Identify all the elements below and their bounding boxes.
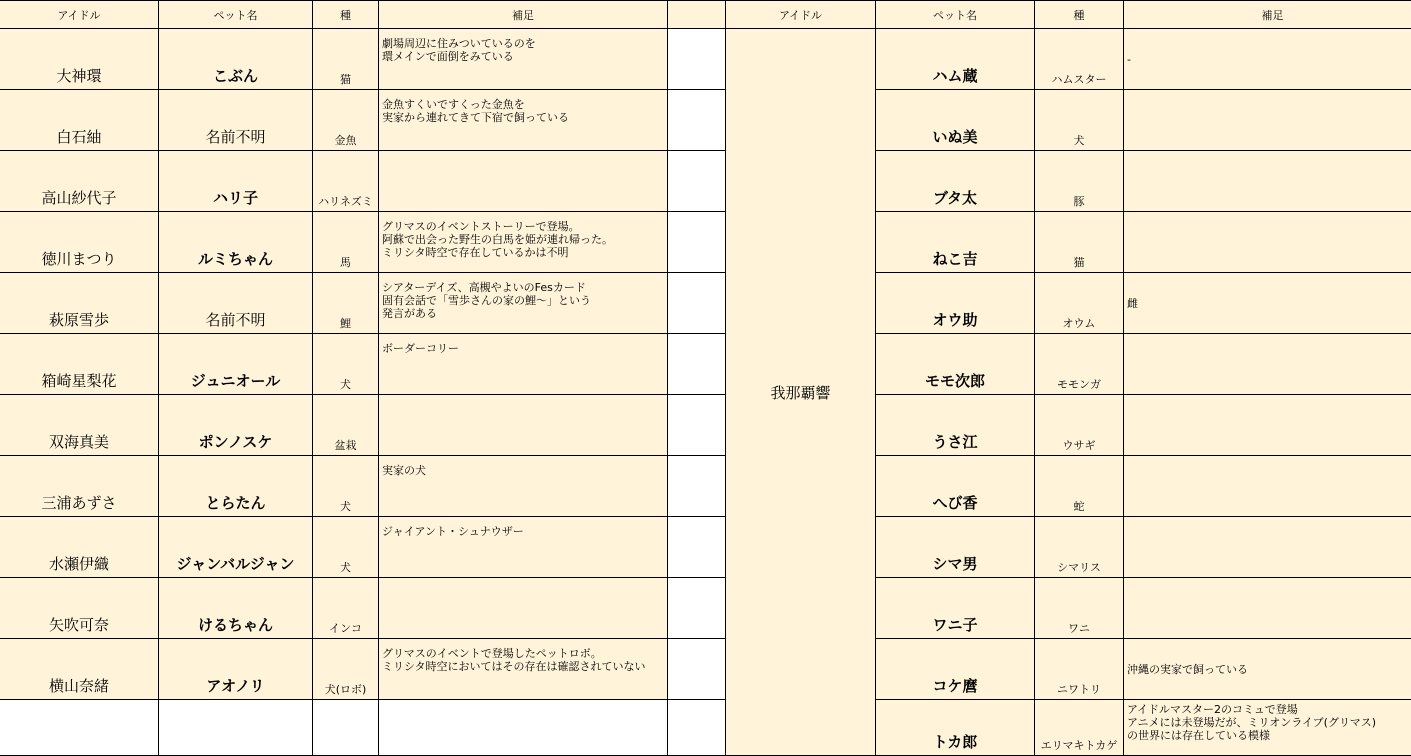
idol-cell: 白石紬	[0, 90, 159, 151]
pet-name-cell: 名前不明	[159, 273, 313, 334]
gap-cell	[668, 151, 726, 212]
gap-cell	[668, 456, 726, 517]
note-line: ミリシタ時空で存在しているかは不明	[382, 246, 667, 259]
note-line: 環メインで面倒をみている	[382, 50, 667, 63]
species-cell-right: ワニ	[1035, 578, 1124, 639]
empty-cell	[379, 700, 668, 756]
species-cell-right: ウサギ	[1035, 395, 1124, 456]
note-line: ジャイアント・シュナウザー	[382, 525, 667, 538]
species-cell-right: オウム	[1035, 273, 1124, 334]
notes-cell-right	[1124, 517, 1411, 578]
pet-name-cell-right: ねこ吉	[876, 212, 1035, 273]
pet-name-cell-right: へび香	[876, 456, 1035, 517]
species-cell-right: 犬	[1035, 90, 1124, 151]
header-row	[0, 1, 1411, 29]
idol-cell: 高山紗代子	[0, 151, 159, 212]
header-notes: 補足	[379, 1, 668, 29]
table-row	[0, 700, 1411, 756]
note-line: シアターデイズ、高槻やよいのFesカード	[382, 281, 667, 294]
table-row	[0, 29, 1411, 90]
pet-name-cell: ジュニオール	[159, 334, 313, 395]
species-cell: 犬(ロボ)	[313, 639, 379, 700]
pet-name-cell-right: トカ郎	[876, 700, 1035, 756]
pet-name-cell: ルミちゃん	[159, 212, 313, 273]
pet-name-cell: 名前不明	[159, 90, 313, 151]
notes-cell	[379, 517, 668, 578]
header-pet-name-right: ペット名	[876, 1, 1035, 29]
pet-name-cell-right: モモ次郎	[876, 334, 1035, 395]
gap-cell	[668, 334, 726, 395]
note-line: グリマスのイベントで登場したペットロボ。	[382, 647, 667, 660]
gap-cell	[668, 578, 726, 639]
notes-cell	[379, 273, 668, 334]
idol-cell: 三浦あずさ	[0, 456, 159, 517]
idol-cell: 箱崎星梨花	[0, 334, 159, 395]
pet-name-cell: ジャンバルジャン	[159, 517, 313, 578]
notes-cell	[379, 334, 668, 395]
table-row	[0, 639, 1411, 700]
notes-cell-right	[1124, 29, 1411, 90]
pet-name-cell-right: いぬ美	[876, 90, 1035, 151]
notes-cell-right	[1124, 273, 1411, 334]
note-line: ミリシタ時空においてはその存在は確認されていない	[382, 660, 667, 673]
species-cell: 盆栽	[313, 395, 379, 456]
empty-cell	[313, 700, 379, 756]
gap-cell	[668, 517, 726, 578]
gap-cell	[668, 639, 726, 700]
gap-cell	[668, 395, 726, 456]
note-line: 劇場周辺に住みついているのを	[382, 37, 667, 50]
species-cell: 犬	[313, 517, 379, 578]
idol-cell: 双海真美	[0, 395, 159, 456]
idol-cell: 水瀬伊織	[0, 517, 159, 578]
note-line: 阿蘇で出会った野生の白馬を姫が連れ帰った。	[382, 233, 667, 246]
notes-cell-right	[1124, 334, 1411, 395]
note-line: 金魚すくいですくった金魚を	[382, 98, 667, 111]
pet-name-cell: とらたん	[159, 456, 313, 517]
header-species: 種	[313, 1, 379, 29]
table-row	[0, 212, 1411, 273]
pet-name-cell-right: オウ助	[876, 273, 1035, 334]
species-cell-right: ニワトリ	[1035, 639, 1124, 700]
notes-cell-right	[1124, 90, 1411, 151]
species-cell: 馬	[313, 212, 379, 273]
note-line: 実家の犬	[382, 464, 667, 477]
header-species-right: 種	[1035, 1, 1124, 29]
gap-cell	[668, 1, 726, 29]
species-cell-right: 蛇	[1035, 456, 1124, 517]
notes-cell-right	[1124, 456, 1411, 517]
notes-cell	[379, 212, 668, 273]
table-row	[0, 517, 1411, 578]
species-cell-right: ハムスター	[1035, 29, 1124, 90]
note-line: グリマスのイベントストーリーで登場。	[382, 220, 667, 233]
species-cell: 犬	[313, 456, 379, 517]
species-cell: 鯉	[313, 273, 379, 334]
species-cell-right: シマリス	[1035, 517, 1124, 578]
header-idol-right: アイドル	[726, 1, 876, 29]
notes-cell	[379, 578, 668, 639]
notes-cell	[379, 29, 668, 90]
notes-cell-right	[1124, 639, 1411, 700]
species-cell-right: モモンガ	[1035, 334, 1124, 395]
species-cell-right: 豚	[1035, 151, 1124, 212]
table-row	[0, 334, 1411, 395]
notes-cell	[379, 639, 668, 700]
note-line: アイドルマスター2のコミュで登場	[1127, 703, 1411, 716]
note-line: 実家から連れてきて下宿で飼っている	[382, 111, 667, 124]
note-line: -	[1127, 53, 1411, 66]
gap-cell	[668, 29, 726, 90]
note-line: 固有会話で「雪歩さんの家の鯉～」という	[382, 294, 667, 307]
idol-cell-merged: 我那覇響	[726, 29, 876, 756]
notes-cell	[379, 90, 668, 151]
table-row	[0, 273, 1411, 334]
idol-cell: 矢吹可奈	[0, 578, 159, 639]
empty-cell	[159, 700, 313, 756]
idol-cell: 徳川まつり	[0, 212, 159, 273]
species-cell: インコ	[313, 578, 379, 639]
notes-cell	[379, 395, 668, 456]
notes-cell-right	[1124, 151, 1411, 212]
header-pet-name: ペット名	[159, 1, 313, 29]
header-idol: アイドル	[0, 1, 159, 29]
gap-cell	[668, 212, 726, 273]
empty-cell	[0, 700, 159, 756]
note-line: アニメには未登場だが、ミリオンライブ(グリマス)	[1127, 716, 1411, 729]
pet-name-cell-right: ワニ子	[876, 578, 1035, 639]
pet-name-cell: ハリ子	[159, 151, 313, 212]
gap-cell	[668, 700, 726, 756]
pet-name-cell-right: ハム蔵	[876, 29, 1035, 90]
species-cell: 金魚	[313, 90, 379, 151]
notes-cell-right	[1124, 395, 1411, 456]
species-cell: ハリネズミ	[313, 151, 379, 212]
table-row	[0, 151, 1411, 212]
note-line: の世界には存在している模様	[1127, 729, 1411, 742]
table-row	[0, 578, 1411, 639]
idol-cell: 大神環	[0, 29, 159, 90]
pet-name-cell-right: コケ麿	[876, 639, 1035, 700]
notes-cell-right	[1124, 700, 1411, 756]
table-row	[0, 90, 1411, 151]
pet-name-cell-right: ブタ太	[876, 151, 1035, 212]
gap-cell	[668, 273, 726, 334]
pet-name-cell: アオノリ	[159, 639, 313, 700]
note-line: 発言がある	[382, 307, 667, 320]
pet-name-cell-right: うさ江	[876, 395, 1035, 456]
note-line: 雌	[1127, 297, 1411, 310]
header-notes-right: 補足	[1124, 1, 1411, 29]
notes-cell-right	[1124, 212, 1411, 273]
idol-cell: 萩原雪歩	[0, 273, 159, 334]
pet-name-cell: けるちゃん	[159, 578, 313, 639]
notes-cell	[379, 456, 668, 517]
species-cell-right: エリマキトカゲ	[1035, 700, 1124, 756]
note-line: ボーダーコリー	[382, 342, 667, 355]
table-row	[0, 395, 1411, 456]
pet-name-cell: こぶん	[159, 29, 313, 90]
gap-cell	[668, 90, 726, 151]
species-cell: 猫	[313, 29, 379, 90]
notes-cell-right	[1124, 578, 1411, 639]
note-line: 沖縄の実家で飼っている	[1127, 663, 1411, 676]
pet-name-cell-right: シマ男	[876, 517, 1035, 578]
species-cell-right: 猫	[1035, 212, 1124, 273]
table-row	[0, 456, 1411, 517]
species-cell: 犬	[313, 334, 379, 395]
pet-name-cell: ポンノスケ	[159, 395, 313, 456]
idol-cell: 横山奈緒	[0, 639, 159, 700]
notes-cell	[379, 151, 668, 212]
